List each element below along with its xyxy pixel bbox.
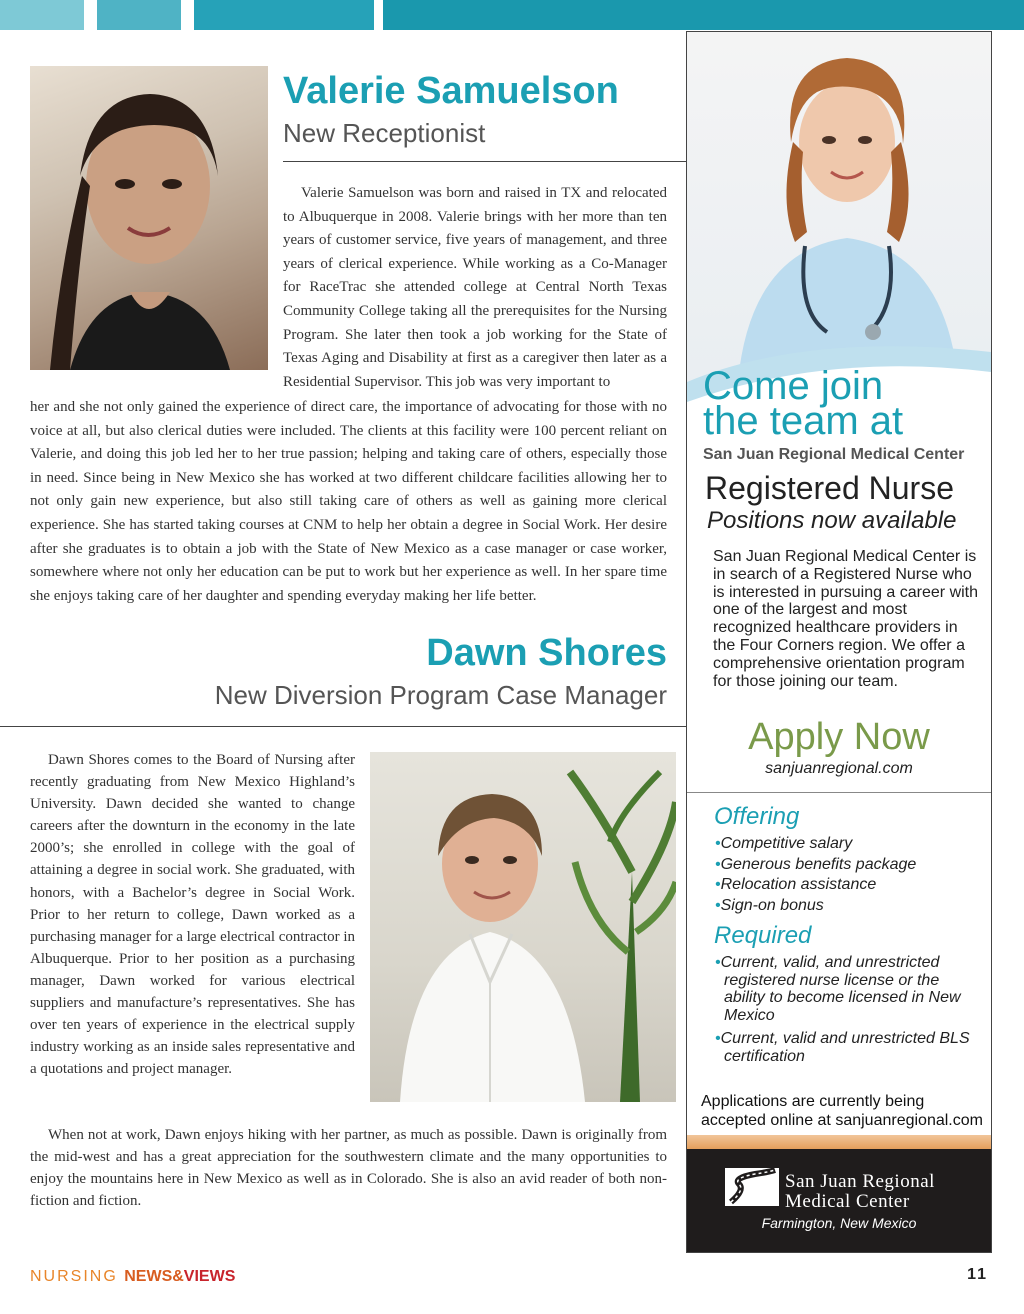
portrait-icon xyxy=(370,752,676,1102)
ad-position: Registered Nurse xyxy=(705,470,954,506)
list-item: • Sign-on bonus xyxy=(715,896,916,917)
valerie-role: New Receptionist xyxy=(283,118,486,148)
ad-url: sanjuanregional.com xyxy=(765,760,913,777)
list-item: • Current, valid, and unrestricted registered nurse license or the ability to become licensed in New Mexico xyxy=(715,954,981,1024)
road-logo-icon xyxy=(725,1168,779,1206)
divider xyxy=(687,792,991,793)
dawn-name: Dawn Shores xyxy=(426,632,667,674)
footer-views: VIEWS xyxy=(183,1268,236,1285)
magazine-footer-title xyxy=(30,1268,235,1286)
valerie-bio-top: Valerie Samuelson was born and raised in TX and relocated to Albuquerque in 2008. Valerie brings with her more than ten years of customer service, five years of management, and three years of clerical experience. While working as a Co-Manager for RaceTrac she attended college at Central North Texas Community College taking all the prerequisites for the Nursing Program. She later then took a job working for the State of Texas Aging and Disability at first as a caregiver then later as a Residential Supervisor. This job was very important to xyxy=(283,185,667,390)
dawn-photo xyxy=(370,752,676,1102)
ad-description: San Juan Regional Medical Center is in search of a Registered Nurse who is interested in pursuing a career with one of the largest and most recognized healthcare providers in the Four Corners region. We offer a comprehensive orientation program for those joining our team. xyxy=(713,548,979,690)
required-heading: Required xyxy=(714,922,812,949)
header-color-block xyxy=(97,0,181,30)
valerie-name: Valerie Samuelson xyxy=(283,70,619,112)
divider xyxy=(0,726,687,727)
dawn-role: New Diversion Program Case Manager xyxy=(214,680,667,710)
header-color-block xyxy=(0,0,84,30)
list-item: • Generous benefits package xyxy=(715,855,916,876)
ad-positions-available: Positions now available xyxy=(707,507,957,534)
list-item: • Relocation assistance xyxy=(715,875,916,896)
org-location: Farmington, New Mexico xyxy=(761,1215,917,1231)
list-item: • Competitive salary xyxy=(715,834,916,855)
portrait-icon xyxy=(30,66,268,370)
header-color-block xyxy=(194,0,374,30)
header-color-block xyxy=(383,0,1024,30)
valerie-bio-bottom: her and she not only gained the experience of direct care, the importance of advocating for those with no voice at all, but also clerical duties were included. The clients at this facility were 100 percent reliant on Valerie, and doing this job led her to her true passion; helping and taking care of others, especially those in need. Since being in New Mexico she has worked at two different childcare facilities allowing her to not only gain new experience, but also still taking care of others as well as gaining more clerical experience. She has started taking courses at CNM to help her obtain a degree in Social Work. Her desire after she graduates is to obtain a job with the State of New Mexico as a case manager or case worker, somewhere where not only her education can be put to work but her experience as well. In her spare time she enjoys taking care of her daughter and spending everyday making her life better. xyxy=(30,399,667,604)
road-logo-icon-svg xyxy=(725,1168,779,1206)
offering-heading: Offering xyxy=(714,803,800,830)
list-item: • Current, valid and unrestricted BLS certification xyxy=(715,1030,981,1065)
divider xyxy=(283,161,687,162)
offering-list xyxy=(715,834,916,916)
required-list xyxy=(715,954,981,1071)
footer-nursing: NURSING xyxy=(30,1268,118,1285)
apply-now-heading: Apply Now xyxy=(748,716,930,758)
org-name-line2: Medical Center xyxy=(785,1191,910,1212)
applications-note: Applications are currently being accepted online at sanjuanregional.com xyxy=(701,1093,983,1129)
recruitment-ad xyxy=(686,31,992,1253)
valerie-photo xyxy=(30,66,268,370)
dawn-bio-para1: Dawn Shores comes to the Board of Nursing after recently graduating from New Mexico Highland’s University. Dawn decided she wanted to change careers after the downturn in the economy in the late 2000’s; she enrolled in college with the goal of attaining a degree in social work. She graduated, with honors, with a Bachelor’s degree in Social Work. Prior to her return to college, Dawn worked as a purchasing manager for a large electrical contractor in Albuquerque. Prior to her position as a purchasing manager, Dawn worked for various electrical suppliers and manufacture’s representatives. She has over ten years of experience in the electrical supply industry working as an inside sales representative and a quotations and project manager. xyxy=(30,752,355,1078)
footer-news: NEWS& xyxy=(124,1268,184,1285)
org-name-line1: San Juan Regional xyxy=(785,1171,935,1192)
orange-band xyxy=(687,1135,991,1149)
dawn-bio-para2: When not at work, Dawn enjoys hiking with her partner, as much as possible. Dawn is originally from the mid-west and has a great appreciation for the southwestern climate and the many opportunities to enjoy the mountains here in New Mexico as well as in Colorado. She is also an avid reader of both non-fiction and fiction. xyxy=(30,1127,667,1210)
page-number: 11 xyxy=(967,1266,988,1283)
ad-headline: Come join the team at xyxy=(703,364,904,443)
ad-hospital-name: San Juan Regional Medical Center xyxy=(703,446,965,463)
